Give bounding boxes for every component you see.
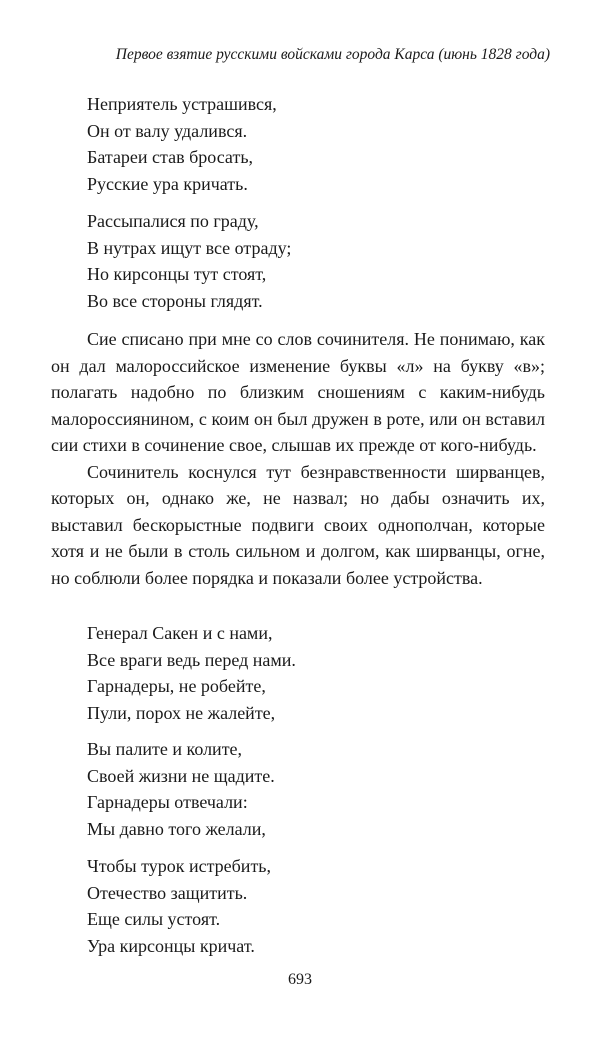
verse-line: Неприятель устрашився, [87, 94, 277, 114]
stanza [87, 91, 277, 197]
verse-line: Все враги ведь перед нами. [87, 649, 296, 670]
verse-line: Русские ура кричать. [87, 173, 248, 194]
verse-line: Своей жизни не щадите. [87, 765, 275, 786]
verse-line: Гарнадеры отвечали: [87, 792, 248, 812]
verse-line: Он от валу удалився. [87, 120, 248, 141]
paragraph: Сочинитель коснулся тут безнравственности ширванцев, которых он, однако же, не назвал; но дабы означить их, выставил бескорыстные подвиги своих однополчан, которые хотя и не были в столь сильном и долгом, как ширванцы, огне, но соблюли более порядка и показали более устройства. [51, 461, 545, 588]
running-head: Первое взятие русскими войсками города Карса (июнь 1828 года) [115, 46, 550, 63]
verse-line: Пули, порох не жалейте, [87, 702, 276, 723]
verse-line: Еще силы устоят. [87, 909, 221, 929]
verse-line: В нутрах ищут все отраду; [87, 237, 292, 258]
stanza [87, 853, 271, 959]
verse-line: Генерал Сакен и с нами, [87, 623, 273, 643]
verse-line: Вы палите и колите, [87, 739, 243, 759]
verse-line: Ура кирсонцы кричат. [87, 935, 255, 956]
verse-line: Отечество защитить. [87, 882, 248, 903]
verse-line: Рассыпалися по граду, [87, 211, 259, 231]
paragraph: Сие списано при мне со слов сочинителя. Не понимаю, как он дал малороссийское изменение буквы «л» на букву «в»; полагать надобно по близким сношениям с каким-нибудь малороссиянином, с коим он был дружен в роте, или он вставил сии стихи в сочинение свое, слышав их прежде от кого-нибудь. [51, 329, 545, 455]
verse-line: Чтобы турок истребить, [87, 856, 272, 876]
prose-block [51, 326, 545, 591]
verse-line: Гарнадеры, не робейте, [87, 676, 266, 696]
verse-line: Во все стороны глядят. [87, 290, 263, 311]
verse-line: Но кирсонцы тут стоят, [87, 264, 267, 284]
stanza [87, 208, 291, 314]
stanza [87, 736, 275, 842]
page-number: 693 [288, 971, 312, 988]
verse-line: Мы давно того желали, [87, 818, 266, 839]
verse-line: Батареи став бросать, [87, 147, 254, 167]
stanza [87, 620, 296, 726]
